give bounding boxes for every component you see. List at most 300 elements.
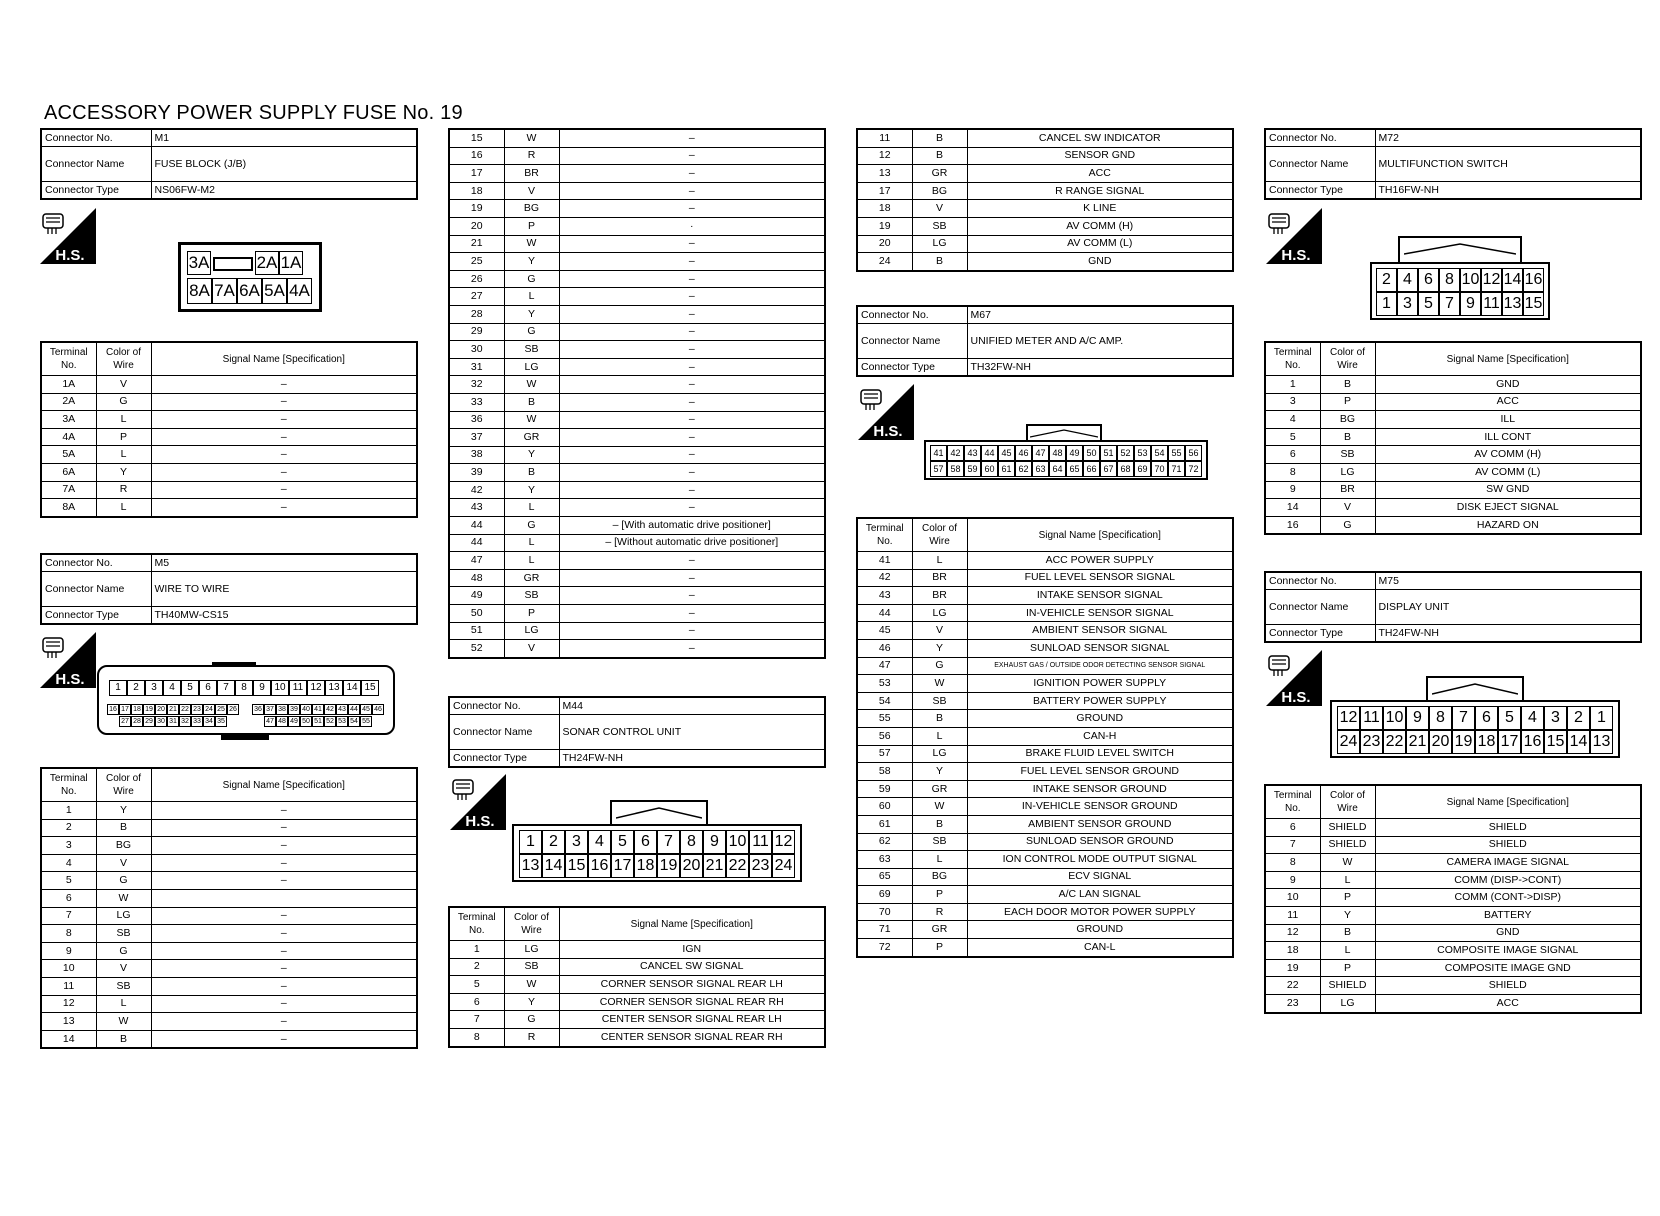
connector-name-value: UNIFIED METER AND A/C AMP. bbox=[967, 324, 1233, 359]
color-of-wire-header: Color of Wire bbox=[96, 342, 151, 376]
table-row bbox=[1265, 836, 1641, 854]
signal-name-cell: ION CONTROL MODE OUTPUT SIGNAL bbox=[967, 851, 1233, 869]
wire-color-cell: V bbox=[96, 376, 151, 394]
signal-name-cell: – bbox=[151, 376, 417, 394]
connector-pin: 14 bbox=[1567, 730, 1590, 754]
connector-no-label: Connector No. bbox=[1265, 129, 1375, 147]
connector-pin: 66 bbox=[1083, 461, 1100, 477]
signal-name-cell bbox=[151, 889, 417, 907]
terminal-no-cell: 5 bbox=[41, 872, 96, 890]
wire-color-cell: Y bbox=[504, 993, 559, 1011]
connector-face-m67 bbox=[924, 424, 1208, 480]
connector-pin: 16 bbox=[107, 704, 119, 715]
connector-pin: 3 bbox=[1544, 706, 1567, 730]
signal-name-cell: – bbox=[559, 481, 825, 499]
connector-pin: 11 bbox=[1481, 292, 1502, 316]
connector-name-label: Connector Name bbox=[41, 147, 151, 182]
terminal-no-cell: 13 bbox=[857, 165, 912, 183]
table-row bbox=[41, 393, 417, 411]
connector-pin: 67 bbox=[1100, 461, 1117, 477]
wire-color-cell: Y bbox=[504, 305, 559, 323]
terminal-no-cell: 19 bbox=[857, 217, 912, 235]
signal-name-cell: SUNLOAD SENSOR GROUND bbox=[967, 833, 1233, 851]
signal-name-cell: BATTERY POWER SUPPLY bbox=[967, 692, 1233, 710]
connector-pin: 13 bbox=[519, 854, 542, 878]
signal-name-cell: – bbox=[151, 428, 417, 446]
signal-name-cell: – bbox=[151, 960, 417, 978]
connector-pin: 23 bbox=[191, 704, 203, 715]
table-row bbox=[449, 534, 825, 552]
connector-pin: 32 bbox=[179, 716, 191, 727]
wire-color-cell: LG bbox=[912, 745, 967, 763]
connector-name-value: WIRE TO WIRE bbox=[151, 572, 417, 607]
wire-color-cell: V bbox=[912, 200, 967, 218]
connector-pin: 19 bbox=[657, 854, 680, 878]
wire-color-cell: BR bbox=[1320, 481, 1375, 499]
table-row bbox=[857, 587, 1233, 605]
terminal-no-cell: 22 bbox=[1265, 977, 1320, 995]
wire-color-cell: G bbox=[96, 942, 151, 960]
connector-pin: 44 bbox=[981, 445, 998, 461]
terminal-no-cell: 6 bbox=[1265, 446, 1320, 464]
table-row bbox=[857, 129, 1233, 147]
wire-color-cell: Y bbox=[1320, 906, 1375, 924]
wire-color-cell: Y bbox=[504, 446, 559, 464]
table-row bbox=[449, 358, 825, 376]
wire-color-cell: B bbox=[1320, 376, 1375, 394]
table-row bbox=[41, 499, 417, 517]
wire-color-cell: B bbox=[912, 147, 967, 165]
connector-info-m72 bbox=[1264, 128, 1642, 200]
table-row bbox=[41, 854, 417, 872]
signal-name-cell: – bbox=[559, 253, 825, 271]
signal-name-cell: SUNLOAD SENSOR SIGNAL bbox=[967, 639, 1233, 657]
connector-pin: 1 bbox=[1376, 292, 1397, 316]
connector-no-value: M67 bbox=[967, 306, 1233, 324]
connector-pin: 40 bbox=[300, 704, 312, 715]
signal-name-cell: COMPOSITE IMAGE SIGNAL bbox=[1375, 942, 1641, 960]
table-row bbox=[449, 640, 825, 658]
signal-name-cell: CAN-H bbox=[967, 727, 1233, 745]
connector-pin: 9 bbox=[1460, 292, 1481, 316]
terminal-no-cell: 49 bbox=[449, 587, 504, 605]
signal-name-cell: · bbox=[559, 217, 825, 235]
wire-color-cell: LG bbox=[504, 358, 559, 376]
harness-side-icon bbox=[40, 632, 96, 688]
wire-color-cell: SHIELD bbox=[1320, 836, 1375, 854]
signal-name-cell: AV COMM (L) bbox=[1375, 463, 1641, 481]
connector-pin: 57 bbox=[930, 461, 947, 477]
connector-pin: 42 bbox=[947, 445, 964, 461]
connector-pin: 15 bbox=[565, 854, 588, 878]
connector-pin: 6 bbox=[199, 680, 217, 696]
terminal-no-header: Terminal No. bbox=[1265, 785, 1320, 819]
wire-color-cell: SHIELD bbox=[1320, 977, 1375, 995]
connector-pin: 14 bbox=[542, 854, 565, 878]
signal-name-cell: SHIELD bbox=[1375, 819, 1641, 837]
signal-name-cell: IN-VEHICLE SENSOR SIGNAL bbox=[967, 604, 1233, 622]
terminal-no-cell: 31 bbox=[449, 358, 504, 376]
signal-name-cell: ACC bbox=[967, 165, 1233, 183]
connector-type-label: Connector Type bbox=[857, 359, 967, 377]
signal-name-cell: CENTER SENSOR SIGNAL REAR RH bbox=[559, 1028, 825, 1046]
wire-color-cell: SB bbox=[912, 833, 967, 851]
table-row bbox=[41, 376, 417, 394]
table-row bbox=[857, 552, 1233, 570]
table-row bbox=[1265, 428, 1641, 446]
wire-color-cell: SB bbox=[912, 217, 967, 235]
table-row bbox=[857, 780, 1233, 798]
connector-pin: 9 bbox=[703, 830, 726, 854]
connector-pin: 53 bbox=[336, 716, 348, 727]
terminal-no-cell: 32 bbox=[449, 376, 504, 394]
table-row bbox=[449, 993, 825, 1011]
pin-table-m5-part1 bbox=[40, 767, 418, 1049]
signal-name-cell: FUEL LEVEL SENSOR SIGNAL bbox=[967, 569, 1233, 587]
connector-pin: 62 bbox=[1015, 461, 1032, 477]
signal-name-cell: CAN-L bbox=[967, 939, 1233, 957]
terminal-no-cell: 8 bbox=[449, 1028, 504, 1046]
table-row bbox=[857, 569, 1233, 587]
table-row bbox=[41, 446, 417, 464]
table-row bbox=[449, 958, 825, 976]
terminal-no-cell: 5 bbox=[449, 976, 504, 994]
connector-pin: 10 bbox=[1383, 706, 1406, 730]
terminal-no-cell: 9 bbox=[41, 942, 96, 960]
signal-name-cell: – bbox=[559, 393, 825, 411]
terminal-no-cell: 61 bbox=[857, 815, 912, 833]
connector-pin: 17 bbox=[119, 704, 131, 715]
connector-type-value: TH24FW-NH bbox=[1375, 625, 1641, 643]
signal-name-cell: – bbox=[151, 1030, 417, 1048]
wire-color-cell: LG bbox=[912, 604, 967, 622]
signal-name-cell: – bbox=[559, 147, 825, 165]
table-row bbox=[449, 1011, 825, 1029]
connector-pin: 60 bbox=[981, 461, 998, 477]
terminal-no-cell: 58 bbox=[857, 763, 912, 781]
table-row bbox=[857, 921, 1233, 939]
signal-name-cell: CORNER SENSOR SIGNAL REAR RH bbox=[559, 993, 825, 1011]
terminal-no-cell: 8 bbox=[41, 925, 96, 943]
connector-no-label: Connector No. bbox=[449, 697, 559, 715]
connector-pin: 47 bbox=[264, 716, 276, 727]
wire-color-cell: SB bbox=[96, 977, 151, 995]
connector-pin: 21 bbox=[167, 704, 179, 715]
terminal-no-cell: 12 bbox=[41, 995, 96, 1013]
signal-name-header: Signal Name [Specification] bbox=[559, 907, 825, 941]
table-row bbox=[41, 1030, 417, 1048]
terminal-no-cell: 10 bbox=[1265, 889, 1320, 907]
table-row bbox=[449, 569, 825, 587]
connector-pin: 17 bbox=[1498, 730, 1521, 754]
signal-name-cell: – bbox=[559, 376, 825, 394]
table-row bbox=[857, 851, 1233, 869]
connector-pin: 44 bbox=[348, 704, 360, 715]
connector-pin: 3 bbox=[1397, 292, 1418, 316]
terminal-no-cell: 9 bbox=[1265, 871, 1320, 889]
connector-pin: 6 bbox=[1418, 268, 1439, 292]
signal-name-cell: GND bbox=[1375, 924, 1641, 942]
terminal-no-cell: 39 bbox=[449, 464, 504, 482]
table-row bbox=[857, 235, 1233, 253]
wire-color-cell: BG bbox=[912, 182, 967, 200]
terminal-no-cell: 21 bbox=[449, 235, 504, 253]
table-row bbox=[41, 837, 417, 855]
signal-name-cell: BATTERY bbox=[1375, 906, 1641, 924]
connector-pin: 3 bbox=[565, 830, 588, 854]
terminal-no-cell: 54 bbox=[857, 692, 912, 710]
connector-name-value: MULTIFUNCTION SWITCH bbox=[1375, 147, 1641, 182]
connector-key bbox=[211, 251, 255, 275]
connector-pin: 16 bbox=[1521, 730, 1544, 754]
signal-name-cell: INTAKE SENSOR SIGNAL bbox=[967, 587, 1233, 605]
connector-pin: 1 bbox=[109, 680, 127, 696]
signal-name-cell: – bbox=[151, 393, 417, 411]
connector-pin: 30 bbox=[155, 716, 167, 727]
connector-pin: 65 bbox=[1066, 461, 1083, 477]
signal-name-cell: ACC POWER SUPPLY bbox=[967, 552, 1233, 570]
terminal-no-cell: 43 bbox=[449, 499, 504, 517]
signal-name-cell: AV COMM (L) bbox=[967, 235, 1233, 253]
signal-name-cell: ILL bbox=[1375, 411, 1641, 429]
terminal-no-cell: 57 bbox=[857, 745, 912, 763]
svg-text:H.S.: H.S. bbox=[1281, 689, 1311, 706]
connector-pin: 4 bbox=[1521, 706, 1544, 730]
connector-pin: 51 bbox=[312, 716, 324, 727]
terminal-no-cell: 69 bbox=[857, 886, 912, 904]
signal-name-cell: SHIELD bbox=[1375, 836, 1641, 854]
connector-pin: 20 bbox=[1429, 730, 1452, 754]
terminal-no-cell: 3 bbox=[41, 837, 96, 855]
terminal-no-cell: 59 bbox=[857, 780, 912, 798]
signal-name-cell: – bbox=[559, 446, 825, 464]
signal-name-cell: HAZARD ON bbox=[1375, 516, 1641, 534]
terminal-no-cell: 13 bbox=[41, 1013, 96, 1031]
connector-name-value: SONAR CONTROL UNIT bbox=[559, 715, 825, 750]
connector-pin: 10 bbox=[271, 680, 289, 696]
table-row bbox=[1265, 871, 1641, 889]
wire-color-cell: Y bbox=[912, 639, 967, 657]
signal-name-cell: GND bbox=[967, 253, 1233, 271]
pin-table-m75 bbox=[1264, 784, 1642, 1014]
connector-pin: 41 bbox=[312, 704, 324, 715]
signal-name-cell: – bbox=[559, 182, 825, 200]
table-row bbox=[41, 907, 417, 925]
table-row bbox=[41, 481, 417, 499]
terminal-no-cell: 1A bbox=[41, 376, 96, 394]
color-of-wire-header: Color of Wire bbox=[1320, 342, 1375, 376]
signal-name-cell: CANCEL SW SIGNAL bbox=[559, 958, 825, 976]
wire-color-cell: L bbox=[912, 552, 967, 570]
connector-pin: 4 bbox=[1397, 268, 1418, 292]
connector-pin: 12 bbox=[1481, 268, 1502, 292]
pin-table-m72 bbox=[1264, 341, 1642, 535]
table-row bbox=[449, 341, 825, 359]
connector-pin: 45 bbox=[360, 704, 372, 715]
table-row bbox=[857, 604, 1233, 622]
connector-type-label: Connector Type bbox=[41, 182, 151, 200]
wire-color-cell: BG bbox=[96, 837, 151, 855]
connector-pin: 9 bbox=[1406, 706, 1429, 730]
signal-name-cell: K LINE bbox=[967, 200, 1233, 218]
connector-pin: 5 bbox=[1418, 292, 1439, 316]
connector-pin: 2 bbox=[127, 680, 145, 696]
connector-name-label: Connector Name bbox=[41, 572, 151, 607]
wire-color-cell: R bbox=[504, 147, 559, 165]
terminal-no-cell: 12 bbox=[1265, 924, 1320, 942]
connector-type-label: Connector Type bbox=[1265, 625, 1375, 643]
signal-name-cell: – bbox=[151, 463, 417, 481]
terminal-no-cell: 1 bbox=[449, 941, 504, 959]
table-row bbox=[449, 429, 825, 447]
connector-pin: 64 bbox=[1049, 461, 1066, 477]
terminal-no-cell: 29 bbox=[449, 323, 504, 341]
table-row bbox=[1265, 499, 1641, 517]
connector-name-value: DISPLAY UNIT bbox=[1375, 590, 1641, 625]
wire-color-cell: P bbox=[912, 886, 967, 904]
connector-pin: 49 bbox=[288, 716, 300, 727]
table-row bbox=[449, 270, 825, 288]
connector-type-value: TH32FW-NH bbox=[967, 359, 1233, 377]
connector-pin: 23 bbox=[1360, 730, 1383, 754]
connector-pin: 2 bbox=[542, 830, 565, 854]
signal-name-cell: EACH DOOR MOTOR POWER SUPPLY bbox=[967, 903, 1233, 921]
connector-pin: 47 bbox=[1032, 445, 1049, 461]
connector-pin: 52 bbox=[324, 716, 336, 727]
connector-pin: 8 bbox=[1439, 268, 1460, 292]
table-row bbox=[1265, 924, 1641, 942]
wire-color-cell: BG bbox=[912, 868, 967, 886]
connector-pin: 16 bbox=[1523, 268, 1544, 292]
terminal-no-header: Terminal No. bbox=[41, 768, 96, 802]
terminal-no-cell: 56 bbox=[857, 727, 912, 745]
connector-pin: 23 bbox=[749, 854, 772, 878]
signal-name-cell: SENSOR GND bbox=[967, 147, 1233, 165]
wire-color-cell: L bbox=[1320, 942, 1375, 960]
terminal-no-cell: 44 bbox=[449, 534, 504, 552]
terminal-no-cell: 60 bbox=[857, 798, 912, 816]
connector-pin: 7 bbox=[657, 830, 680, 854]
signal-name-cell: – bbox=[559, 305, 825, 323]
terminal-no-cell: 11 bbox=[857, 129, 912, 147]
signal-name-cell: – bbox=[151, 907, 417, 925]
wire-color-cell: R bbox=[912, 903, 967, 921]
connector-face-m5 bbox=[97, 662, 395, 740]
table-row bbox=[41, 925, 417, 943]
terminal-no-cell: 28 bbox=[449, 305, 504, 323]
connector-pin: 5A bbox=[262, 278, 287, 304]
terminal-no-cell: 2 bbox=[41, 819, 96, 837]
table-row bbox=[857, 833, 1233, 851]
wire-color-cell: W bbox=[504, 129, 559, 147]
table-row bbox=[449, 235, 825, 253]
table-row bbox=[449, 411, 825, 429]
pin-table-m67 bbox=[856, 517, 1234, 958]
connector-pin: 18 bbox=[1475, 730, 1498, 754]
connector-pin: 1 bbox=[1590, 706, 1613, 730]
signal-name-cell: COMM (DISP->CONT) bbox=[1375, 871, 1641, 889]
terminal-no-header: Terminal No. bbox=[857, 518, 912, 552]
connector-pin: 8 bbox=[235, 680, 253, 696]
wire-color-cell: W bbox=[504, 976, 559, 994]
terminal-no-cell: 19 bbox=[1265, 959, 1320, 977]
signal-name-cell: – bbox=[559, 622, 825, 640]
connector-pin: 70 bbox=[1151, 461, 1168, 477]
terminal-no-cell: 47 bbox=[857, 657, 912, 675]
connector-pin: 55 bbox=[1168, 445, 1185, 461]
signal-name-cell: ILL CONT bbox=[1375, 428, 1641, 446]
wire-color-cell: LG bbox=[504, 941, 559, 959]
signal-name-cell: – bbox=[151, 854, 417, 872]
connector-pin: 72 bbox=[1185, 461, 1202, 477]
connector-pin: 54 bbox=[348, 716, 360, 727]
table-row bbox=[449, 605, 825, 623]
terminal-no-cell: 44 bbox=[857, 604, 912, 622]
connector-pin: 24 bbox=[772, 854, 795, 878]
wire-color-cell: W bbox=[504, 235, 559, 253]
wire-color-cell: SB bbox=[504, 958, 559, 976]
terminal-no-cell: 6 bbox=[1265, 819, 1320, 837]
table-row bbox=[449, 464, 825, 482]
wire-color-cell: SB bbox=[96, 925, 151, 943]
connector-pin: 6A bbox=[237, 278, 262, 304]
terminal-no-cell: 26 bbox=[449, 270, 504, 288]
signal-name-cell: COMM (CONT->DISP) bbox=[1375, 889, 1641, 907]
connector-pin: 12 bbox=[307, 680, 325, 696]
svg-text:H.S.: H.S. bbox=[55, 671, 85, 688]
wire-color-cell: BR bbox=[504, 165, 559, 183]
connector-pin: 71 bbox=[1168, 461, 1185, 477]
connector-info-m5 bbox=[40, 553, 418, 625]
signal-name-cell: – bbox=[559, 323, 825, 341]
connector-type-value: NS06FW-M2 bbox=[151, 182, 417, 200]
connector-pin: 1A bbox=[279, 251, 303, 275]
signal-name-cell: – bbox=[151, 1013, 417, 1031]
connector-pin: 21 bbox=[703, 854, 726, 878]
connector-pin: 25 bbox=[215, 704, 227, 715]
terminal-no-cell: 33 bbox=[449, 393, 504, 411]
terminal-no-cell: 37 bbox=[449, 429, 504, 447]
connector-pin: 39 bbox=[288, 704, 300, 715]
table-row bbox=[41, 463, 417, 481]
wire-color-cell: G bbox=[912, 657, 967, 675]
table-row bbox=[449, 182, 825, 200]
connector-pin: 49 bbox=[1066, 445, 1083, 461]
connector-pin: 53 bbox=[1134, 445, 1151, 461]
table-row bbox=[857, 939, 1233, 957]
wire-color-cell: L bbox=[96, 995, 151, 1013]
terminal-no-cell: 10 bbox=[41, 960, 96, 978]
connector-pin: 69 bbox=[1134, 461, 1151, 477]
wire-color-cell: B bbox=[912, 710, 967, 728]
pin-table-m5-part2 bbox=[448, 128, 826, 659]
harness-side-icon bbox=[1266, 208, 1322, 264]
connector-pin: 6 bbox=[1475, 706, 1498, 730]
connector-pin: 20 bbox=[155, 704, 167, 715]
wire-color-cell: BG bbox=[504, 200, 559, 218]
wire-color-cell: R bbox=[96, 481, 151, 499]
signal-name-cell: CAMERA IMAGE SIGNAL bbox=[1375, 854, 1641, 872]
signal-name-cell: – bbox=[559, 358, 825, 376]
table-row bbox=[449, 517, 825, 535]
connector-pin: 18 bbox=[131, 704, 143, 715]
connector-no-value: M5 bbox=[151, 554, 417, 572]
wire-color-cell: Y bbox=[504, 253, 559, 271]
connector-pin: 38 bbox=[276, 704, 288, 715]
table-row bbox=[41, 995, 417, 1013]
table-row bbox=[1265, 906, 1641, 924]
signal-name-cell: AV COMM (H) bbox=[1375, 446, 1641, 464]
